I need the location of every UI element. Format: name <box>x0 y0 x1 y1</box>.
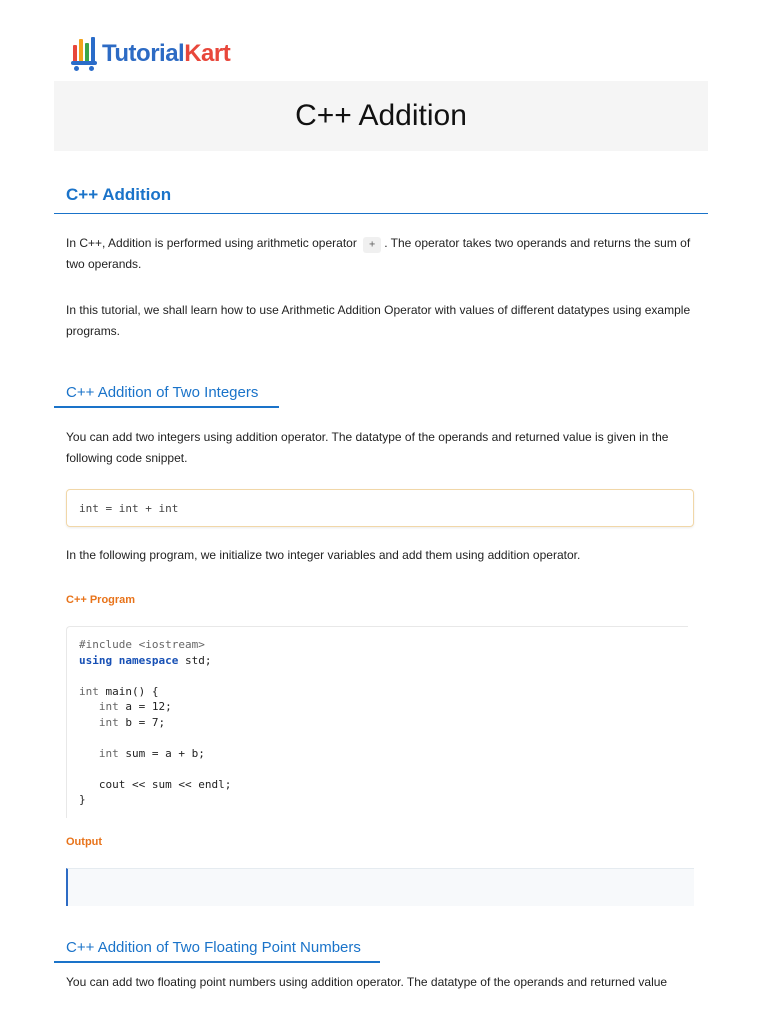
code-keyword: namespace <box>118 653 179 667</box>
code-line <box>79 653 676 669</box>
shopping-cart-icon <box>70 37 100 71</box>
intro-text-before: In C++, Addition is performed using arithmetic operator <box>66 236 357 250</box>
intro-paragraph <box>66 233 696 275</box>
code-line <box>79 699 676 715</box>
intro-text-after: . The operator takes two operands and returns the sum of two operands. <box>66 236 691 271</box>
code-keyword: using <box>79 653 113 667</box>
subheading-rule <box>54 406 279 408</box>
logo-text-part1: Tutorial <box>102 40 185 67</box>
output-label: Output <box>66 836 103 848</box>
code-text: a = 12; <box>118 700 172 713</box>
code-line <box>79 746 676 762</box>
code-block <box>66 626 688 818</box>
section-heading-floating-point: C++ Addition of Two Floating Point Numbers <box>66 939 361 956</box>
code-line <box>79 715 676 731</box>
cut-off-paragraph <box>66 975 686 993</box>
code-line <box>79 777 676 793</box>
cut-off-text: You can add two floating point numbers using addition operator. The datatype of the operands and returned value <box>66 975 668 989</box>
code-text: std; <box>178 653 212 667</box>
operator-inline-code: + <box>363 237 381 253</box>
tutorialkart-logo[interactable] <box>70 34 230 74</box>
code-type: int <box>98 700 119 713</box>
code-text: sum = a + b; <box>118 746 205 760</box>
page-title: C++ Addition <box>295 99 467 132</box>
code-text: main() { <box>98 684 159 698</box>
code-line-blank <box>79 730 676 746</box>
tutorial-paragraph: In this tutorial, we shall learn how to use Arithmetic Addition Operator with values of different datatypes using example programs. <box>66 303 691 338</box>
integers-paragraph: You can add two integers using addition operator. The datatype of the operands and returned value is given in the following code snippet. <box>66 430 669 465</box>
code-text: b = 7; <box>118 715 166 729</box>
code-type: int <box>79 684 99 698</box>
datatype-snippet <box>66 489 694 527</box>
title-banner <box>54 81 708 151</box>
section-heading-two-integers: C++ Addition of Two Integers <box>66 384 259 401</box>
section-heading-rule <box>54 213 708 214</box>
code-line <box>79 684 676 700</box>
code-text: cout << sum << endl; <box>98 777 232 791</box>
code-line-blank <box>79 668 676 684</box>
code-line: #include <iostream> <box>79 638 205 651</box>
snippet-text: int = int + int <box>79 501 179 515</box>
code-type: int <box>98 746 119 760</box>
logo-text-part2: Kart <box>184 40 231 67</box>
program-label: C++ Program <box>66 594 136 606</box>
program-intro-paragraph: In the following program, we initialize two integer variables and add them using addition operator. <box>66 548 581 562</box>
code-type: int <box>98 715 119 729</box>
logo-text <box>102 40 230 68</box>
code-line-blank <box>79 761 676 777</box>
section-heading-addition: C++ Addition <box>66 185 172 204</box>
subheading-rule <box>54 961 380 963</box>
output-box <box>66 868 694 906</box>
code-line: } <box>79 793 86 806</box>
